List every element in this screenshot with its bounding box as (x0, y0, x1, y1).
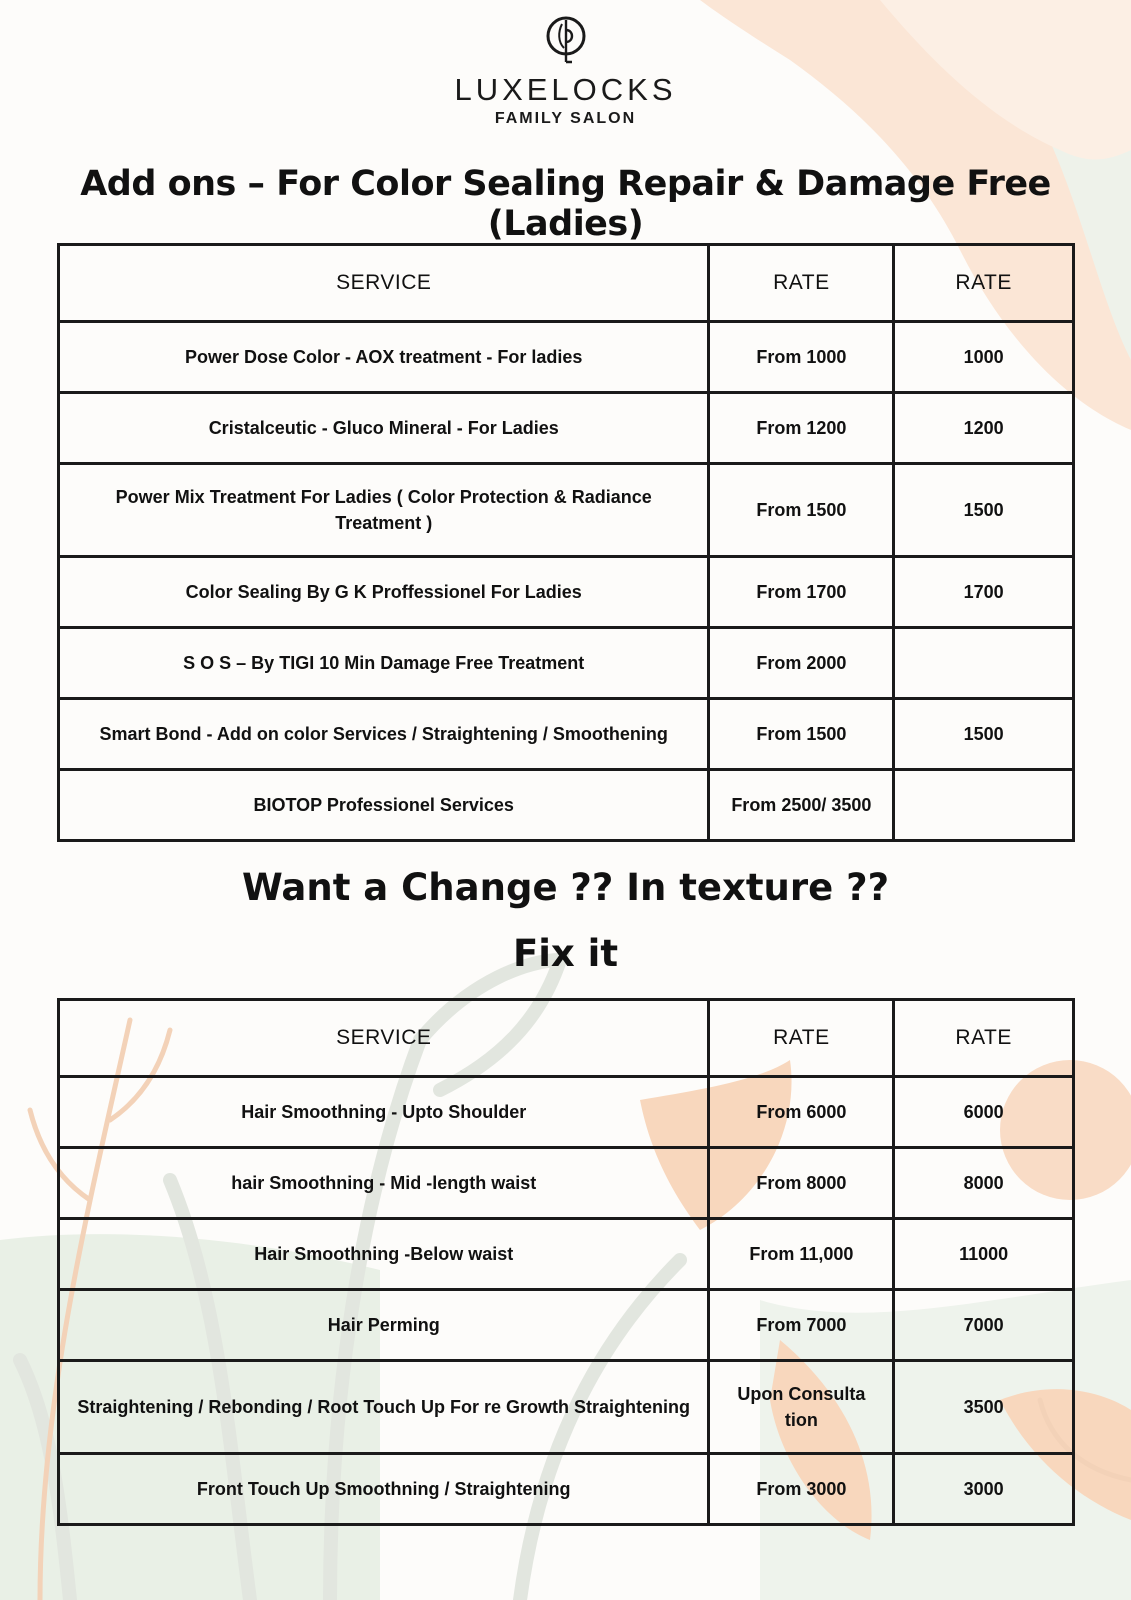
rate2-cell: 7000 (894, 1290, 1074, 1361)
rate2-cell: 6000 (894, 1077, 1074, 1148)
service-cell: BIOTOP Professionel Services (59, 770, 709, 841)
service-cell: Hair Perming (59, 1290, 709, 1361)
table-row (59, 1077, 1074, 1148)
table-row (59, 1290, 1074, 1361)
header-rate-2: RATE (894, 245, 1074, 322)
table-row (59, 1361, 1074, 1454)
rate2-cell: 1500 (894, 464, 1074, 557)
rate2-cell (894, 628, 1074, 699)
service-cell: Cristalceutic - Gluco Mineral - For Ladies (59, 393, 709, 464)
rate2-cell: 8000 (894, 1148, 1074, 1219)
brand-name: LUXELOCKS (454, 72, 677, 107)
brand-subtitle: FAMILY SALON (494, 110, 637, 127)
rate-cell: From 1000 (709, 322, 894, 393)
rate2-cell: 3500 (894, 1361, 1074, 1454)
section2-subtitle: Fix it (512, 932, 619, 975)
section1-title: Add ons – For Color Sealing Repair & Damage Free (Ladies) (80, 164, 1051, 244)
texture-price-table (57, 998, 1075, 1526)
rate2-cell: 1700 (894, 557, 1074, 628)
rate-cell: From 2000 (709, 628, 894, 699)
service-cell: Power Dose Color - AOX treatment - For ladies (59, 322, 709, 393)
table-row (59, 557, 1074, 628)
rate2-cell (894, 770, 1074, 841)
service-cell: Smart Bond - Add on color Services / Straightening / Smoothening (59, 699, 709, 770)
rate-cell: Upon Consulta tion (709, 1361, 894, 1454)
table-row (59, 1148, 1074, 1219)
rate-cell: From 8000 (709, 1148, 894, 1219)
table-row (59, 1454, 1074, 1525)
rate2-cell: 1500 (894, 699, 1074, 770)
header-rate: RATE (709, 245, 894, 322)
table-row (59, 322, 1074, 393)
service-cell: hair Smoothning - Mid -length waist (59, 1148, 709, 1219)
service-cell: Color Sealing By G K Proffessionel For Ladies (59, 557, 709, 628)
rate2-cell: 3000 (894, 1454, 1074, 1525)
table-row (59, 464, 1074, 557)
header-rate-2: RATE (894, 1000, 1074, 1077)
service-cell: Hair Smoothning -Below waist (59, 1219, 709, 1290)
rate-cell: From 7000 (709, 1290, 894, 1361)
rate-cell: From 1500 (709, 464, 894, 557)
table-row (59, 1219, 1074, 1290)
table-header-row (59, 245, 1074, 322)
service-cell: Hair Smoothning - Upto Shoulder (59, 1077, 709, 1148)
rate-cell: From 11,000 (709, 1219, 894, 1290)
table-row (59, 699, 1074, 770)
rate-cell: From 1200 (709, 393, 894, 464)
addons-price-table (57, 243, 1075, 842)
rate-cell: From 1700 (709, 557, 894, 628)
header-service: SERVICE (59, 1000, 709, 1077)
service-cell: Straightening / Rebonding / Root Touch Up For re Growth Straightening (59, 1361, 709, 1454)
service-cell: Front Touch Up Smoothning / Straightening (59, 1454, 709, 1525)
table-row (59, 628, 1074, 699)
rate-cell: From 6000 (709, 1077, 894, 1148)
table-row (59, 770, 1074, 841)
rate2-cell: 1200 (894, 393, 1074, 464)
service-cell: Power Mix Treatment For Ladies ( Color Protection & Radiance Treatment ) (59, 464, 709, 557)
service-cell: S O S – By TIGI 10 Min Damage Free Treatment (59, 628, 709, 699)
rate-cell: From 1500 (709, 699, 894, 770)
brand-logo (0, 14, 1131, 128)
header-service: SERVICE (59, 245, 709, 322)
rate-cell: From 3000 (709, 1454, 894, 1525)
rate-cell: From 2500/ 3500 (709, 770, 894, 841)
table-header-row (59, 1000, 1074, 1077)
logo-monogram-icon (542, 14, 590, 66)
rate2-cell: 1000 (894, 322, 1074, 393)
table-row (59, 393, 1074, 464)
rate2-cell: 11000 (894, 1219, 1074, 1290)
header-rate: RATE (709, 1000, 894, 1077)
section2-title: Want a Change ?? In texture ?? (241, 866, 890, 909)
